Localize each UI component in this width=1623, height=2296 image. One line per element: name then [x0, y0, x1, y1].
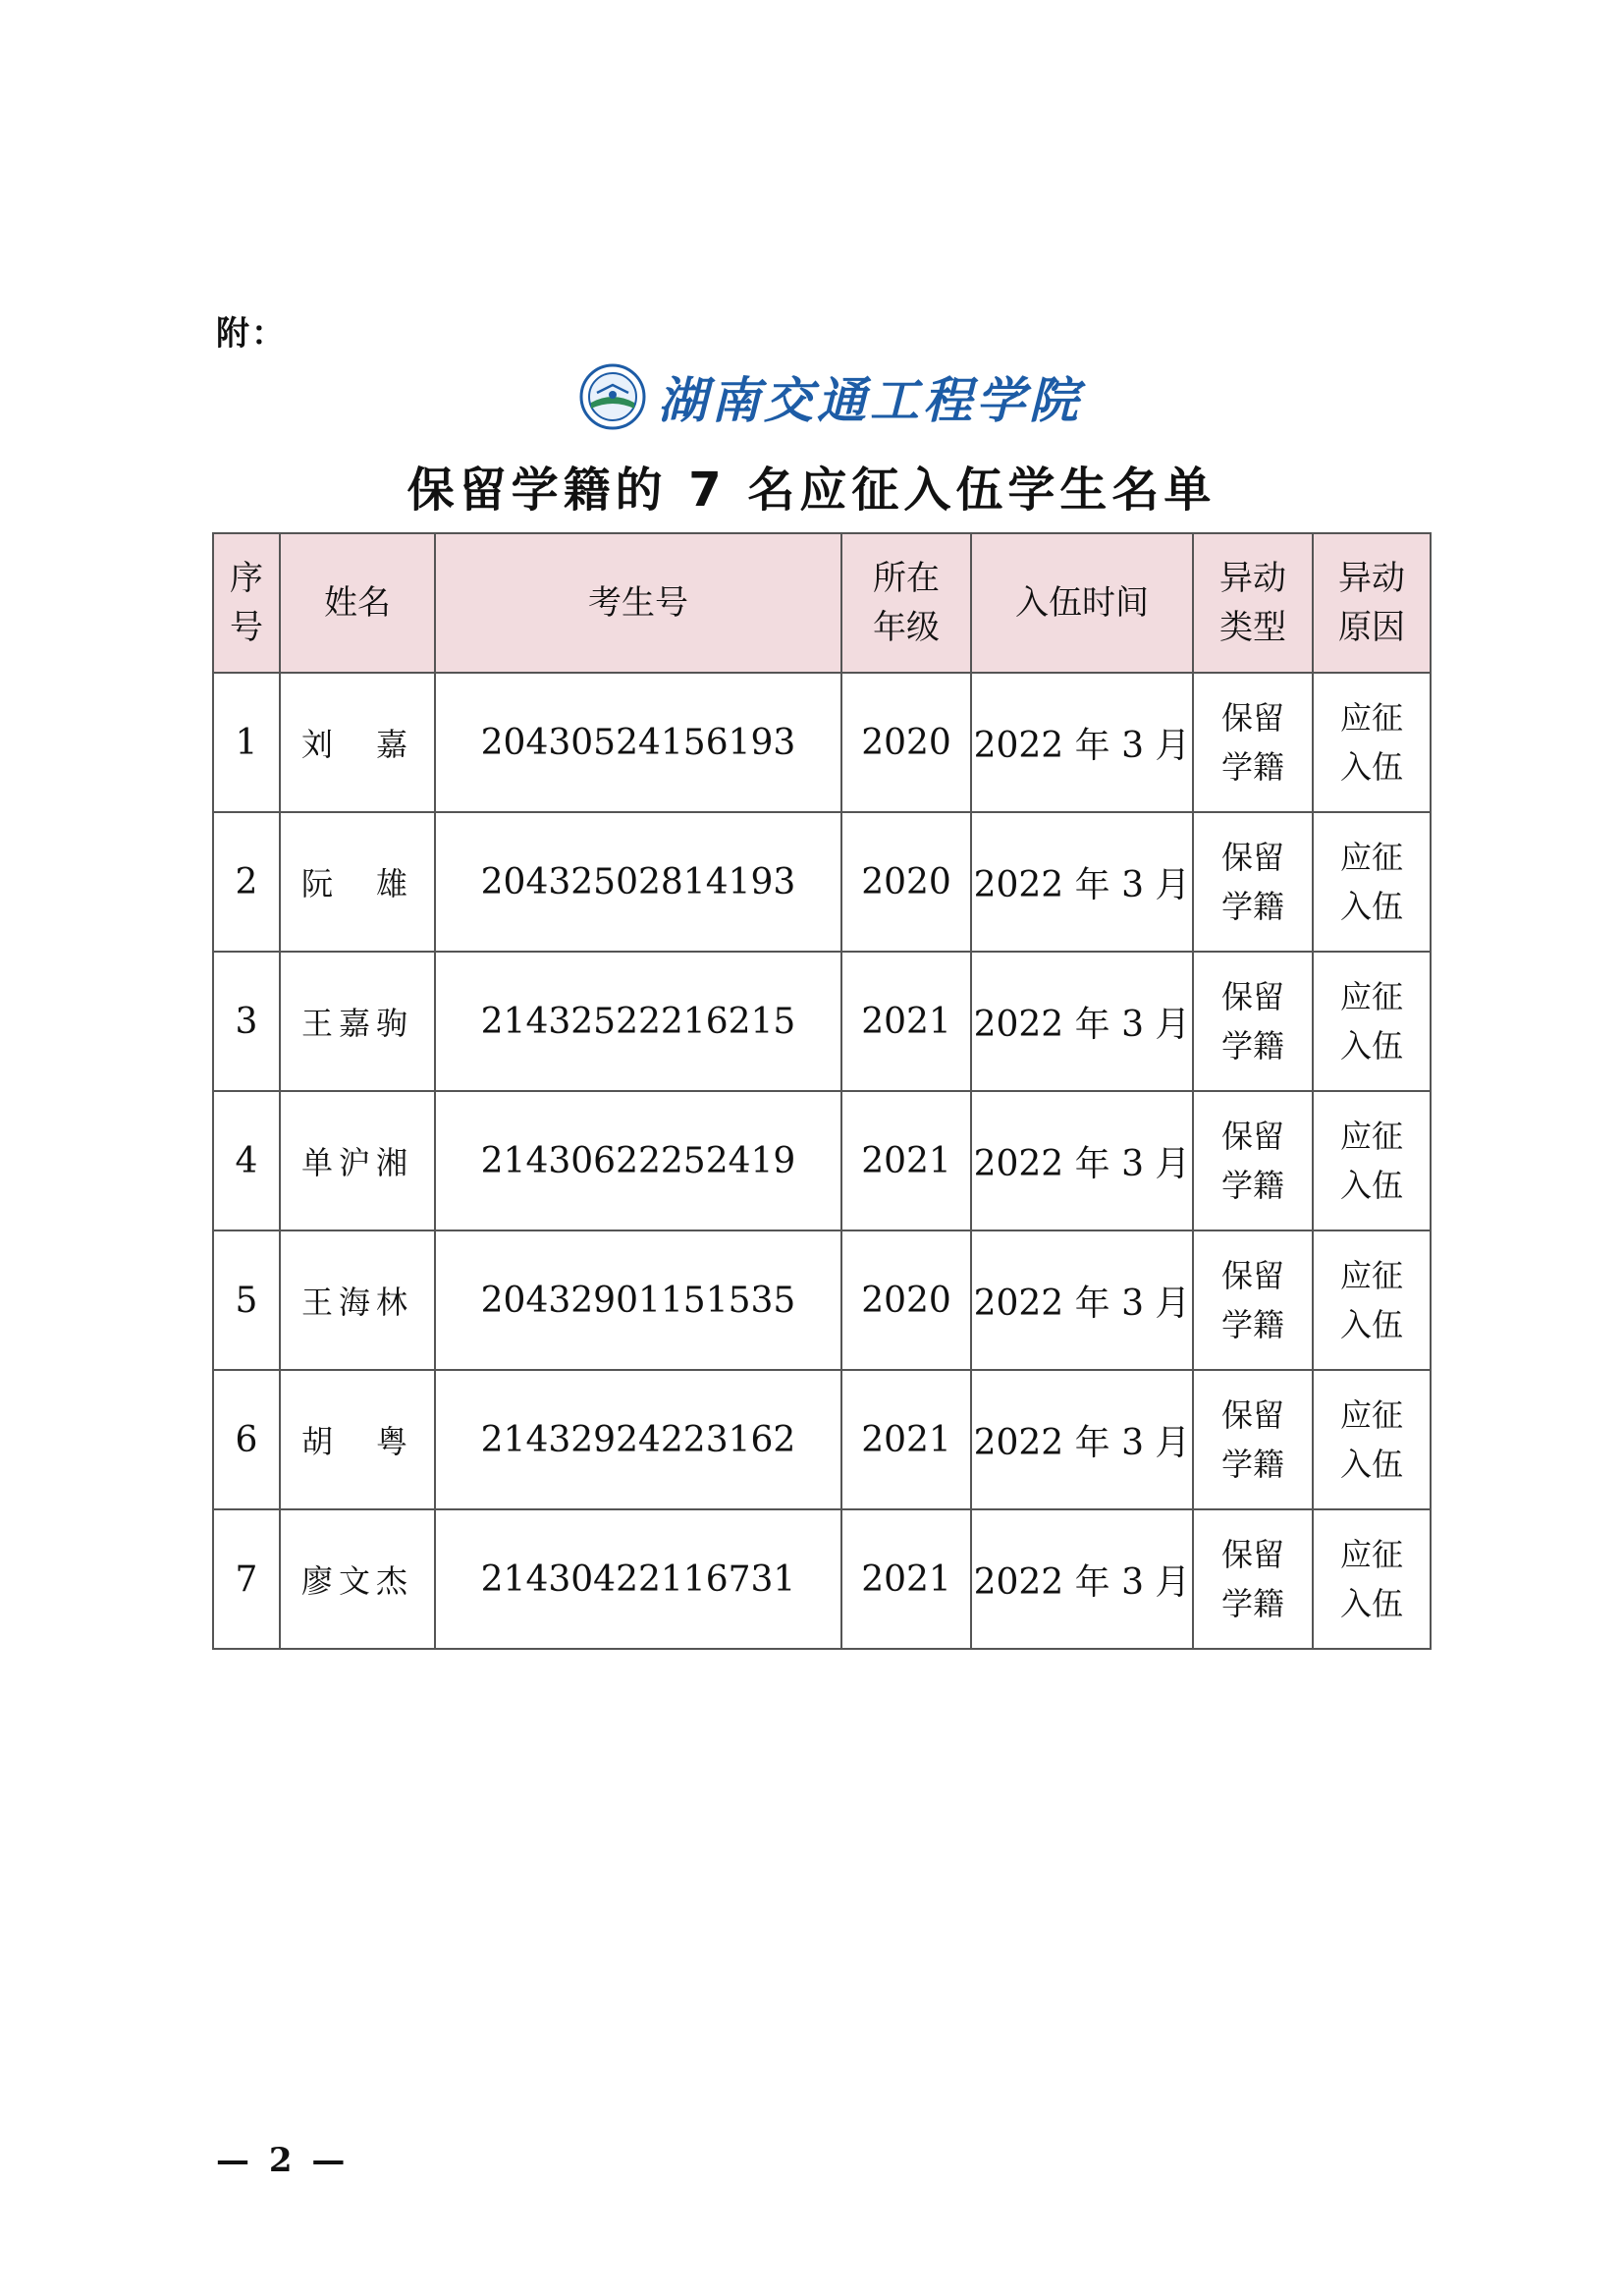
- table-header-row: [213, 533, 1431, 673]
- header-seq: 序 号: [213, 533, 280, 673]
- table-row: [213, 952, 1431, 1091]
- cell-grade: 2020: [841, 812, 971, 952]
- cell-enlist-time: 2022 年 3 月: [971, 1509, 1193, 1649]
- cell-change-type: 保留 学籍: [1193, 952, 1313, 1091]
- cell-seq: 5: [213, 1230, 280, 1370]
- cell-exam-no: 21432924223162: [435, 1370, 841, 1509]
- table-row: [213, 1091, 1431, 1230]
- cell-change-reason: 应征 入伍: [1313, 1230, 1431, 1370]
- cell-name: 单沪湘: [280, 1091, 435, 1230]
- cell-seq: 6: [213, 1370, 280, 1509]
- cell-change-reason: 应征 入伍: [1313, 1091, 1431, 1230]
- cell-name: 胡 粤: [280, 1370, 435, 1509]
- school-name: 湖南交通工程学院: [658, 371, 1082, 429]
- table-row: [213, 1509, 1431, 1649]
- cell-seq: 3: [213, 952, 280, 1091]
- cell-name: 刘 嘉: [280, 673, 435, 812]
- header-change-reason: 异动 原因: [1313, 533, 1431, 673]
- table-row: [213, 1230, 1431, 1370]
- cell-enlist-time: 2022 年 3 月: [971, 673, 1193, 812]
- document-title: 保留学籍的 7 名应征入伍学生名单: [406, 463, 1217, 518]
- cell-change-type: 保留 学籍: [1193, 812, 1313, 952]
- cell-name: 廖文杰: [280, 1509, 435, 1649]
- cell-name: 阮 雄: [280, 812, 435, 952]
- cell-grade: 2021: [841, 1509, 971, 1649]
- cell-change-reason: 应征 入伍: [1313, 673, 1431, 812]
- cell-exam-no: 20432502814193: [435, 812, 841, 952]
- cell-name: 王海林: [280, 1230, 435, 1370]
- cell-exam-no: 21430422116731: [435, 1509, 841, 1649]
- cell-change-reason: 应征 入伍: [1313, 1370, 1431, 1509]
- cell-enlist-time: 2022 年 3 月: [971, 1230, 1193, 1370]
- school-header: [579, 361, 1082, 432]
- cell-change-reason: 应征 入伍: [1313, 812, 1431, 952]
- cell-grade: 2021: [841, 1370, 971, 1509]
- cell-grade: 2021: [841, 952, 971, 1091]
- cell-enlist-time: 2022 年 3 月: [971, 1370, 1193, 1509]
- cell-change-type: 保留 学籍: [1193, 1230, 1313, 1370]
- cell-exam-no: 21432522216215: [435, 952, 841, 1091]
- cell-enlist-time: 2022 年 3 月: [971, 1091, 1193, 1230]
- cell-exam-no: 21430622252419: [435, 1091, 841, 1230]
- cell-enlist-time: 2022 年 3 月: [971, 952, 1193, 1091]
- cell-grade: 2020: [841, 673, 971, 812]
- header-change-type: 异动 类型: [1193, 533, 1313, 673]
- cell-change-reason: 应征 入伍: [1313, 1509, 1431, 1649]
- cell-grade: 2020: [841, 1230, 971, 1370]
- cell-change-type: 保留 学籍: [1193, 1509, 1313, 1649]
- school-emblem-icon: [579, 363, 646, 430]
- cell-change-type: 保留 学籍: [1193, 1370, 1313, 1509]
- cell-exam-no: 20430524156193: [435, 673, 841, 812]
- cell-change-type: 保留 学籍: [1193, 1091, 1313, 1230]
- header-name: 姓名: [280, 533, 435, 673]
- header-exam-no: 考生号: [435, 533, 841, 673]
- cell-exam-no: 20432901151535: [435, 1230, 841, 1370]
- header-grade: 所在 年级: [841, 533, 971, 673]
- cell-grade: 2021: [841, 1091, 971, 1230]
- header-enlist-time: 入伍时间: [971, 533, 1193, 673]
- attachment-label: 附：: [216, 314, 287, 354]
- cell-change-reason: 应征 入伍: [1313, 952, 1431, 1091]
- student-roster-table: [212, 532, 1432, 1650]
- cell-seq: 1: [213, 673, 280, 812]
- table-row: [213, 1370, 1431, 1509]
- table-row: [213, 673, 1431, 812]
- cell-change-type: 保留 学籍: [1193, 673, 1313, 812]
- cell-name: 王嘉驹: [280, 952, 435, 1091]
- cell-enlist-time: 2022 年 3 月: [971, 812, 1193, 952]
- table-row: [213, 812, 1431, 952]
- cell-seq: 4: [213, 1091, 280, 1230]
- cell-seq: 2: [213, 812, 280, 952]
- page-number: — 2 —: [216, 2141, 350, 2180]
- cell-seq: 7: [213, 1509, 280, 1649]
